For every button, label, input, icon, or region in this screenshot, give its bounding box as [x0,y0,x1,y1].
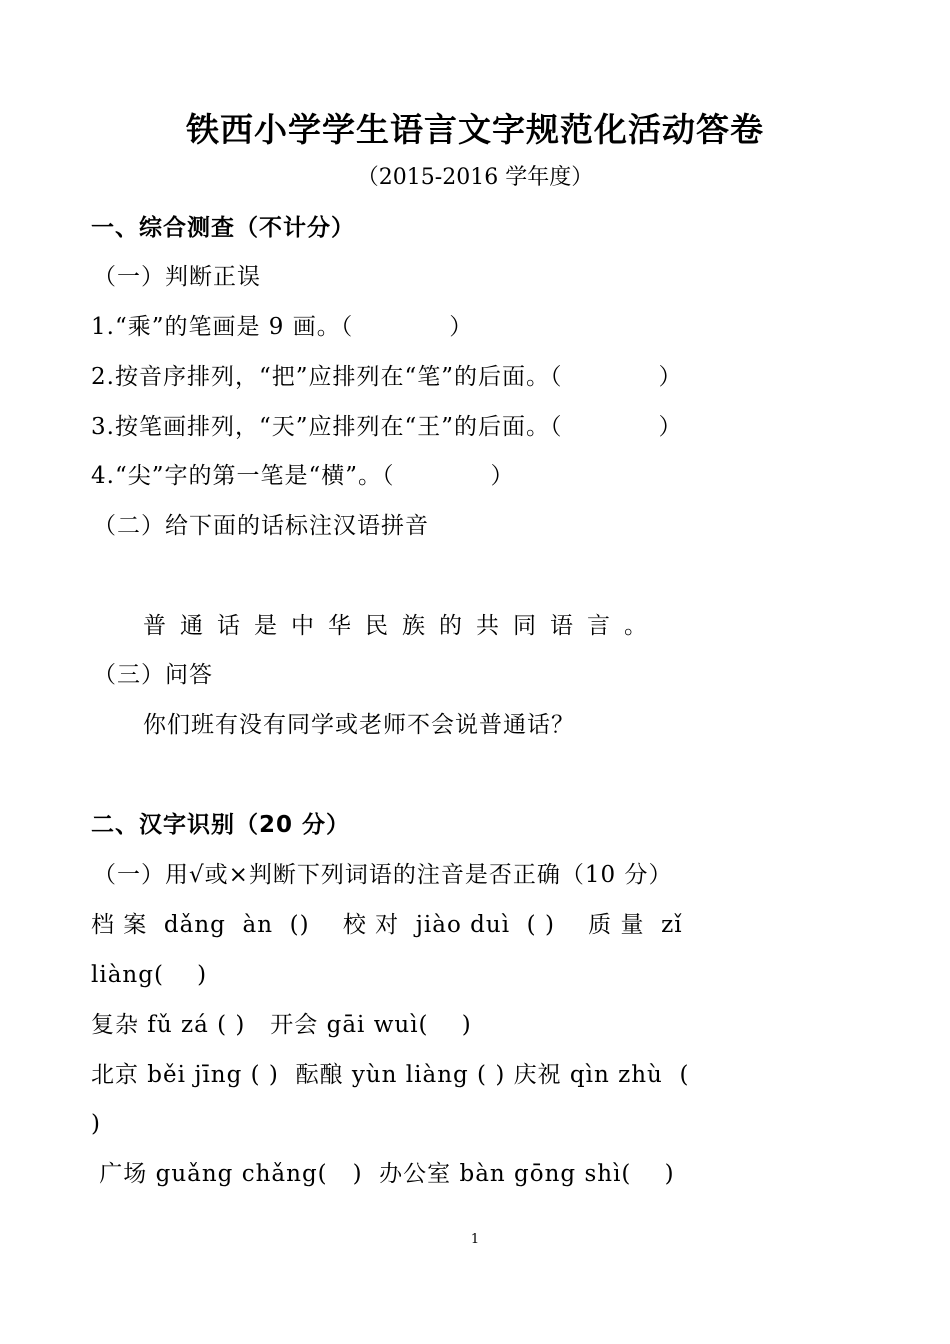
pinyin-row-3-cont: ) [91,1111,101,1137]
section2-heading: 二、汉字识别（20 分） [91,812,351,838]
pinyin-row-2: 复杂 fǔ zá ( ) 开会 gāi wuì( ) [91,1012,472,1038]
question-3: 3.按笔画排列，“天”应排列在“王”的后面。（ ） [91,414,683,440]
pinyin-sentence: 普通话是中华民族的共同语言。 [143,613,661,639]
section2-part1-heading: （一）用√或×判断下列词语的注音是否正确（10 分） [93,862,673,888]
section1-part1-heading: （一）判断正误 [93,264,261,290]
question-1: 1.“乘”的笔画是 9 画。（ ） [91,314,474,340]
section1-part3-heading: （三）问答 [93,662,213,688]
pinyin-row-3: 北京 běi jīng ( ) 酝酿 yùn liàng ( ) 庆祝 qìn zhù ( [91,1062,690,1088]
page-number: 1 [470,1232,480,1247]
pinyin-row-4: 广场 guǎng chǎng( ) 办公室 bàn gōng shì( ) [91,1161,675,1187]
question-4: 4.“尖”字的第一笔是“横”。（ ） [91,463,515,489]
question-2: 2.按音序排列，“把”应排列在“笔”的后面。（ ） [91,364,683,390]
pinyin-row-1-cont: liàng( ) [91,962,208,988]
school-year-subtitle: （2015-2016 学年度） [356,165,594,190]
section1-part2-heading: （二）给下面的话标注汉语拼音 [93,513,429,539]
pinyin-row-1: 档 案 dǎng àn () 校 对 jiào duì ( ) 质 量 zǐ [91,912,683,938]
page-title: 铁西小学学生语言文字规范化活动答卷 [186,110,764,149]
qa-question: 你们班有没有同学或老师不会说普通话？ [143,712,575,738]
section1-heading: 一、综合测查（不计分） [91,215,355,241]
